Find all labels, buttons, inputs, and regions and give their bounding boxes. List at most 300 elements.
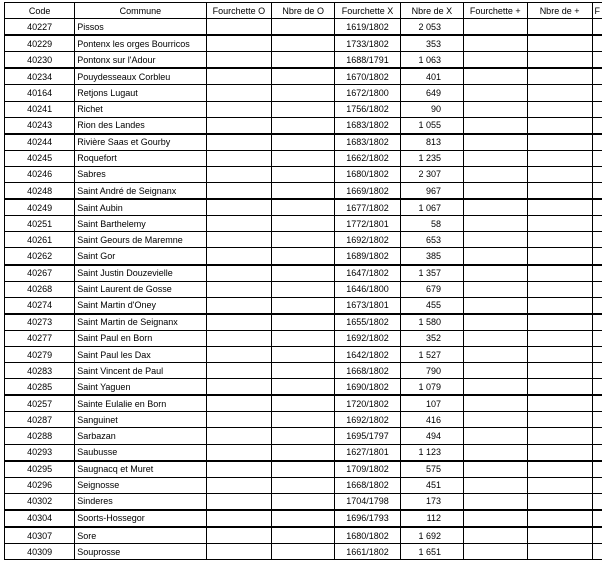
cell-code: 40229 [5, 35, 75, 52]
cell-fourchette-plus [464, 297, 528, 314]
header-fourchette-o: Fourchette O [206, 3, 272, 19]
cell-fourchette-x: 1720/1802 [335, 395, 400, 412]
table-row [5, 379, 602, 396]
cell-commune: Saubusse [75, 444, 206, 461]
cell-nbre-x: 112 [400, 510, 463, 527]
cell-nbre-o [272, 85, 335, 101]
cell-nbre-o [272, 395, 335, 412]
cell-fourchette-x: 1673/1801 [335, 297, 400, 314]
cell-commune: Retjons Lugaut [75, 85, 206, 101]
cell-fourchette-o [206, 493, 272, 510]
cell-fourchette-x: 1772/1801 [335, 216, 400, 232]
cell-fourchette-o [206, 477, 272, 493]
cell-fourchette-o [206, 314, 272, 331]
cell-fourchette-o [206, 68, 272, 85]
cell-fourchette-plus [464, 428, 528, 444]
cell-fourchette-o [206, 428, 272, 444]
cell-cut-off [592, 363, 602, 379]
cell-code: 40267 [5, 265, 75, 282]
cell-nbre-o [272, 493, 335, 510]
cell-nbre-x: 1 067 [400, 199, 463, 216]
cell-fourchette-x: 1704/1798 [335, 493, 400, 510]
cell-nbre-o [272, 134, 335, 151]
cell-code: 40234 [5, 68, 75, 85]
cell-commune: Pontonx sur l'Adour [75, 52, 206, 69]
cell-nbre-o [272, 379, 335, 396]
cell-fourchette-plus [464, 248, 528, 265]
cell-fourchette-o [206, 379, 272, 396]
cell-cut-off [592, 199, 602, 216]
cell-fourchette-x: 1647/1802 [335, 265, 400, 282]
cell-fourchette-o [206, 265, 272, 282]
header-nbre-o: Nbre de O [272, 3, 335, 19]
header-nbre-x: Nbre de X [400, 3, 463, 19]
cell-nbre-x: 813 [400, 134, 463, 151]
cell-nbre-x: 90 [400, 101, 463, 117]
table-row [5, 166, 602, 182]
cell-commune: Saint Laurent de Gosse [75, 281, 206, 297]
cell-fourchette-x: 1692/1802 [335, 232, 400, 248]
cell-cut-off [592, 216, 602, 232]
cell-fourchette-o [206, 461, 272, 478]
cell-fourchette-o [206, 199, 272, 216]
cell-fourchette-plus [464, 150, 528, 166]
cell-fourchette-plus [464, 85, 528, 101]
header-code: Code [5, 3, 75, 19]
cell-fourchette-o [206, 216, 272, 232]
table-row [5, 477, 602, 493]
cell-cut-off [592, 232, 602, 248]
cell-fourchette-x: 1642/1802 [335, 346, 400, 362]
cell-code: 40288 [5, 428, 75, 444]
cell-nbre-o [272, 330, 335, 346]
cell-nbre-plus [527, 183, 592, 200]
cell-nbre-plus [527, 281, 592, 297]
cell-code: 40283 [5, 363, 75, 379]
cell-nbre-plus [527, 314, 592, 331]
cell-commune: Sarbazan [75, 428, 206, 444]
header-nbre-plus: Nbre de + [527, 3, 592, 19]
cell-commune: Saint Vincent de Paul [75, 363, 206, 379]
cell-cut-off [592, 150, 602, 166]
cell-fourchette-plus [464, 265, 528, 282]
cell-nbre-plus [527, 346, 592, 362]
cell-code: 40307 [5, 527, 75, 544]
table-row [5, 281, 602, 297]
cell-fourchette-plus [464, 363, 528, 379]
cell-cut-off [592, 101, 602, 117]
cell-nbre-o [272, 265, 335, 282]
cell-code: 40277 [5, 330, 75, 346]
cell-nbre-plus [527, 35, 592, 52]
cell-nbre-x: 1 235 [400, 150, 463, 166]
cell-commune: Pissos [75, 19, 206, 36]
cell-nbre-x: 352 [400, 330, 463, 346]
cell-fourchette-plus [464, 379, 528, 396]
cell-commune: Roquefort [75, 150, 206, 166]
cell-nbre-x: 653 [400, 232, 463, 248]
spreadsheet-page [4, 2, 602, 560]
cell-fourchette-x: 1619/1802 [335, 19, 400, 36]
communes-table [4, 2, 602, 560]
cell-nbre-x: 1 692 [400, 527, 463, 544]
cell-commune: Sore [75, 527, 206, 544]
cell-code: 40246 [5, 166, 75, 182]
cell-nbre-x: 1 580 [400, 314, 463, 331]
cell-nbre-o [272, 68, 335, 85]
cell-fourchette-plus [464, 544, 528, 560]
cell-nbre-o [272, 19, 335, 36]
cell-cut-off [592, 428, 602, 444]
cell-cut-off [592, 527, 602, 544]
cell-code: 40279 [5, 346, 75, 362]
cell-nbre-x: 401 [400, 68, 463, 85]
cell-fourchette-o [206, 85, 272, 101]
header-fourchette-x: Fourchette X [335, 3, 400, 19]
cell-commune: Saint Barthelemy [75, 216, 206, 232]
cell-code: 40248 [5, 183, 75, 200]
cell-fourchette-x: 1692/1802 [335, 330, 400, 346]
cell-nbre-o [272, 216, 335, 232]
cell-nbre-plus [527, 52, 592, 69]
cell-nbre-x: 416 [400, 412, 463, 428]
table-row [5, 19, 602, 36]
cell-fourchette-o [206, 134, 272, 151]
cell-code: 40230 [5, 52, 75, 69]
cell-commune: Pouydesseaux Corbleu [75, 68, 206, 85]
cell-fourchette-x: 1672/1800 [335, 85, 400, 101]
table-row [5, 493, 602, 510]
cell-cut-off [592, 346, 602, 362]
cell-code: 40262 [5, 248, 75, 265]
cell-nbre-plus [527, 428, 592, 444]
cell-fourchette-o [206, 35, 272, 52]
cell-nbre-o [272, 150, 335, 166]
cell-nbre-x: 1 123 [400, 444, 463, 461]
table-row [5, 101, 602, 117]
cell-fourchette-plus [464, 314, 528, 331]
cell-nbre-plus [527, 510, 592, 527]
cell-nbre-plus [527, 85, 592, 101]
cell-commune: Saugnacq et Muret [75, 461, 206, 478]
cell-cut-off [592, 395, 602, 412]
table-row [5, 527, 602, 544]
cell-nbre-x: 679 [400, 281, 463, 297]
cell-code: 40245 [5, 150, 75, 166]
cell-fourchette-plus [464, 281, 528, 297]
table-row [5, 35, 602, 52]
table-row [5, 444, 602, 461]
cell-nbre-x: 1 055 [400, 117, 463, 134]
table-row [5, 68, 602, 85]
cell-fourchette-x: 1668/1802 [335, 363, 400, 379]
cell-fourchette-o [206, 19, 272, 36]
cell-cut-off [592, 35, 602, 52]
cell-fourchette-plus [464, 117, 528, 134]
cell-nbre-x: 967 [400, 183, 463, 200]
cell-cut-off [592, 19, 602, 36]
cell-fourchette-plus [464, 19, 528, 36]
cell-fourchette-x: 1709/1802 [335, 461, 400, 478]
cell-commune: Saint Aubin [75, 199, 206, 216]
cell-commune: Sabres [75, 166, 206, 182]
table-row [5, 232, 602, 248]
cell-commune: Saint Geours de Maremne [75, 232, 206, 248]
cell-fourchette-x: 1733/1802 [335, 35, 400, 52]
cell-nbre-plus [527, 395, 592, 412]
cell-code: 40249 [5, 199, 75, 216]
cell-fourchette-x: 1692/1802 [335, 412, 400, 428]
cell-fourchette-x: 1696/1793 [335, 510, 400, 527]
cell-fourchette-o [206, 248, 272, 265]
cell-nbre-plus [527, 265, 592, 282]
cell-commune: Rion des Landes [75, 117, 206, 134]
header-cut-off: F [592, 3, 602, 19]
cell-fourchette-x: 1683/1802 [335, 134, 400, 151]
cell-cut-off [592, 544, 602, 560]
cell-nbre-plus [527, 216, 592, 232]
cell-code: 40296 [5, 477, 75, 493]
cell-cut-off [592, 314, 602, 331]
cell-fourchette-plus [464, 395, 528, 412]
cell-fourchette-plus [464, 52, 528, 69]
cell-fourchette-x: 1655/1802 [335, 314, 400, 331]
cell-code: 40244 [5, 134, 75, 151]
cell-fourchette-plus [464, 444, 528, 461]
table-row [5, 395, 602, 412]
cell-fourchette-o [206, 297, 272, 314]
cell-nbre-plus [527, 199, 592, 216]
table-row [5, 150, 602, 166]
cell-fourchette-x: 1680/1802 [335, 166, 400, 182]
cell-fourchette-plus [464, 101, 528, 117]
cell-fourchette-x: 1627/1801 [335, 444, 400, 461]
cell-fourchette-o [206, 444, 272, 461]
table-row [5, 314, 602, 331]
cell-nbre-x: 173 [400, 493, 463, 510]
table-row [5, 428, 602, 444]
cell-fourchette-plus [464, 134, 528, 151]
cell-nbre-plus [527, 232, 592, 248]
cell-nbre-x: 575 [400, 461, 463, 478]
cell-code: 40243 [5, 117, 75, 134]
header-row [5, 3, 602, 19]
cell-nbre-x: 353 [400, 35, 463, 52]
cell-code: 40295 [5, 461, 75, 478]
cell-code: 40261 [5, 232, 75, 248]
cell-commune: Saint Martin de Seignanx [75, 314, 206, 331]
cell-nbre-plus [527, 330, 592, 346]
cell-fourchette-x: 1689/1802 [335, 248, 400, 265]
cell-nbre-plus [527, 166, 592, 182]
cell-nbre-x: 1 079 [400, 379, 463, 396]
cell-nbre-plus [527, 379, 592, 396]
cell-nbre-x: 58 [400, 216, 463, 232]
cell-fourchette-plus [464, 527, 528, 544]
cell-commune: Rivière Saas et Gourby [75, 134, 206, 151]
cell-nbre-o [272, 346, 335, 362]
table-row [5, 265, 602, 282]
cell-fourchette-o [206, 346, 272, 362]
cell-nbre-o [272, 297, 335, 314]
table-row [5, 117, 602, 134]
cell-fourchette-o [206, 232, 272, 248]
table-row [5, 248, 602, 265]
cell-fourchette-o [206, 527, 272, 544]
cell-nbre-o [272, 117, 335, 134]
header-fourchette-plus: Fourchette + [464, 3, 528, 19]
cell-nbre-x: 2 053 [400, 19, 463, 36]
cell-fourchette-x: 1695/1797 [335, 428, 400, 444]
cell-fourchette-x: 1683/1802 [335, 117, 400, 134]
cell-cut-off [592, 412, 602, 428]
table-row [5, 461, 602, 478]
table-row [5, 330, 602, 346]
cell-cut-off [592, 510, 602, 527]
cell-code: 40164 [5, 85, 75, 101]
header-commune: Commune [75, 3, 206, 19]
cell-nbre-o [272, 101, 335, 117]
cell-cut-off [592, 85, 602, 101]
cell-code: 40309 [5, 544, 75, 560]
cell-fourchette-o [206, 363, 272, 379]
cell-commune: Sinderes [75, 493, 206, 510]
table-row [5, 363, 602, 379]
cell-code: 40227 [5, 19, 75, 36]
cell-nbre-o [272, 166, 335, 182]
cell-fourchette-plus [464, 199, 528, 216]
cell-code: 40285 [5, 379, 75, 396]
cell-nbre-plus [527, 68, 592, 85]
cell-commune: Saint Justin Douzevielle [75, 265, 206, 282]
cell-fourchette-o [206, 101, 272, 117]
table-row [5, 216, 602, 232]
cell-code: 40302 [5, 493, 75, 510]
table-row [5, 199, 602, 216]
cell-nbre-o [272, 461, 335, 478]
cell-fourchette-o [206, 510, 272, 527]
table-row [5, 52, 602, 69]
cell-nbre-plus [527, 444, 592, 461]
cell-fourchette-x: 1661/1802 [335, 544, 400, 560]
cell-cut-off [592, 444, 602, 461]
cell-nbre-o [272, 314, 335, 331]
cell-code: 40268 [5, 281, 75, 297]
cell-fourchette-x: 1668/1802 [335, 477, 400, 493]
cell-fourchette-plus [464, 412, 528, 428]
cell-fourchette-o [206, 183, 272, 200]
cell-cut-off [592, 281, 602, 297]
cell-fourchette-o [206, 150, 272, 166]
cell-fourchette-o [206, 330, 272, 346]
cell-fourchette-x: 1677/1802 [335, 199, 400, 216]
cell-fourchette-plus [464, 493, 528, 510]
cell-cut-off [592, 183, 602, 200]
cell-fourchette-plus [464, 35, 528, 52]
cell-commune: Saint André de Seignanx [75, 183, 206, 200]
cell-fourchette-o [206, 117, 272, 134]
cell-cut-off [592, 248, 602, 265]
cell-cut-off [592, 166, 602, 182]
cell-nbre-o [272, 477, 335, 493]
cell-nbre-plus [527, 363, 592, 379]
cell-code: 40274 [5, 297, 75, 314]
cell-nbre-o [272, 428, 335, 444]
cell-cut-off [592, 330, 602, 346]
cell-nbre-o [272, 52, 335, 69]
cell-fourchette-o [206, 52, 272, 69]
cell-cut-off [592, 477, 602, 493]
cell-nbre-x: 1 063 [400, 52, 463, 69]
cell-commune: Saint Gor [75, 248, 206, 265]
table-row [5, 134, 602, 151]
cell-nbre-plus [527, 493, 592, 510]
cell-fourchette-x: 1680/1802 [335, 527, 400, 544]
cell-fourchette-x: 1688/1791 [335, 52, 400, 69]
cell-nbre-x: 1 651 [400, 544, 463, 560]
cell-nbre-x: 107 [400, 395, 463, 412]
cell-cut-off [592, 117, 602, 134]
cell-nbre-o [272, 527, 335, 544]
cell-nbre-plus [527, 248, 592, 265]
cell-cut-off [592, 134, 602, 151]
cell-commune: Saint Yaguen [75, 379, 206, 396]
cell-nbre-x: 1 357 [400, 265, 463, 282]
cell-fourchette-o [206, 412, 272, 428]
table-row [5, 297, 602, 314]
cell-nbre-plus [527, 461, 592, 478]
cell-commune: Saint Paul en Born [75, 330, 206, 346]
cell-nbre-plus [527, 117, 592, 134]
cell-fourchette-o [206, 281, 272, 297]
cell-nbre-x: 455 [400, 297, 463, 314]
cell-nbre-x: 2 307 [400, 166, 463, 182]
cell-cut-off [592, 265, 602, 282]
cell-cut-off [592, 461, 602, 478]
cell-fourchette-plus [464, 346, 528, 362]
cell-fourchette-x: 1756/1802 [335, 101, 400, 117]
cell-fourchette-o [206, 166, 272, 182]
cell-nbre-o [272, 544, 335, 560]
cell-nbre-o [272, 412, 335, 428]
cell-cut-off [592, 493, 602, 510]
cell-nbre-o [272, 35, 335, 52]
cell-nbre-o [272, 363, 335, 379]
table-row [5, 346, 602, 362]
cell-nbre-o [272, 248, 335, 265]
cell-commune: Pontenx les orges Bourricos [75, 35, 206, 52]
table-body [5, 19, 602, 560]
table-row [5, 412, 602, 428]
cell-cut-off [592, 52, 602, 69]
cell-fourchette-o [206, 544, 272, 560]
cell-nbre-o [272, 510, 335, 527]
cell-fourchette-plus [464, 510, 528, 527]
cell-commune: Sainte Eulalie en Born [75, 395, 206, 412]
cell-nbre-o [272, 444, 335, 461]
cell-fourchette-plus [464, 183, 528, 200]
cell-nbre-x: 385 [400, 248, 463, 265]
cell-cut-off [592, 379, 602, 396]
cell-fourchette-o [206, 395, 272, 412]
cell-nbre-x: 649 [400, 85, 463, 101]
cell-fourchette-plus [464, 216, 528, 232]
cell-fourchette-x: 1669/1802 [335, 183, 400, 200]
cell-code: 40241 [5, 101, 75, 117]
cell-fourchette-x: 1646/1800 [335, 281, 400, 297]
cell-nbre-o [272, 232, 335, 248]
cell-code: 40287 [5, 412, 75, 428]
